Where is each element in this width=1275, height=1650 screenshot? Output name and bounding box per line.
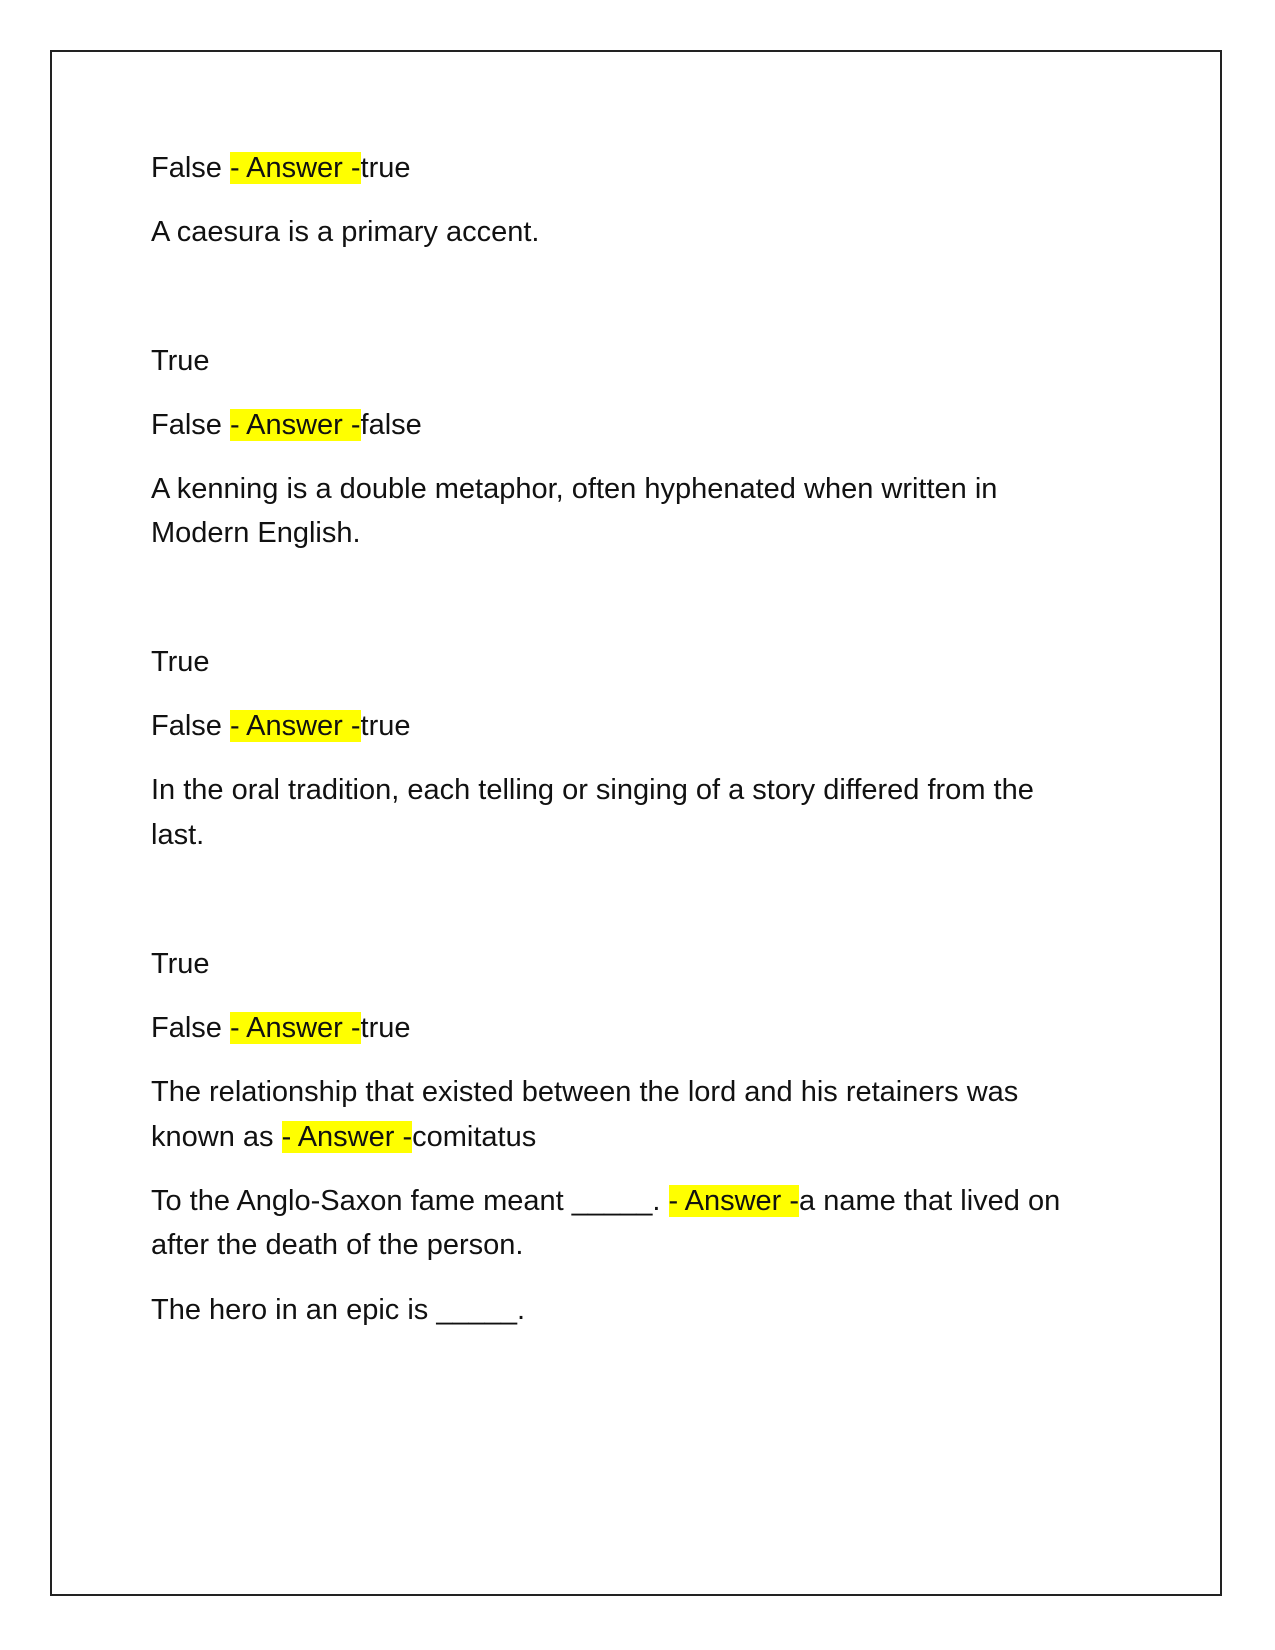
question-prefix: known as bbox=[151, 1121, 282, 1153]
question-text-continued: Modern English. bbox=[151, 517, 361, 549]
question-text: The relationship that existed between the lord and his retainers was bbox=[151, 1076, 1019, 1108]
answer-text-continued: after the death of the person. bbox=[151, 1229, 524, 1261]
question-text-continued: last. bbox=[151, 819, 205, 851]
answer-marker-highlight: - Answer - bbox=[229, 1012, 361, 1044]
page-border bbox=[50, 50, 1222, 1596]
answer-marker-highlight: - Answer - bbox=[668, 1185, 800, 1217]
question-text: In the oral tradition, each telling or singing of a story differed from the bbox=[151, 774, 1034, 806]
answer-line bbox=[151, 703, 411, 749]
answer-marker-highlight: - Answer - bbox=[229, 710, 361, 742]
option-true: True bbox=[151, 646, 210, 678]
option-false-label: False bbox=[151, 152, 230, 184]
answer-value: true bbox=[360, 152, 411, 184]
answer-value: true bbox=[360, 1012, 411, 1044]
question-prefix: To the Anglo-Saxon fame meant _____. bbox=[151, 1185, 669, 1217]
answer-line bbox=[151, 145, 411, 191]
answer-marker-highlight: - Answer - bbox=[281, 1121, 413, 1153]
answer-value: false bbox=[360, 409, 422, 441]
answer-line bbox=[151, 1005, 411, 1051]
answer-value: comitatus bbox=[412, 1121, 537, 1153]
answer-value: a name that lived on bbox=[799, 1185, 1061, 1217]
answer-marker-highlight: - Answer - bbox=[229, 409, 361, 441]
answer-line bbox=[151, 1114, 536, 1160]
option-false-label: False bbox=[151, 409, 230, 441]
answer-marker-highlight: - Answer - bbox=[229, 152, 361, 184]
answer-line bbox=[151, 402, 422, 448]
option-true: True bbox=[151, 345, 210, 377]
answer-value: true bbox=[360, 710, 411, 742]
option-false-label: False bbox=[151, 1012, 230, 1044]
option-true: True bbox=[151, 948, 210, 980]
question-text: A caesura is a primary accent. bbox=[151, 216, 540, 248]
question-text: A kenning is a double metaphor, often hyphenated when written in bbox=[151, 473, 998, 505]
answer-line bbox=[151, 1178, 1060, 1224]
option-false-label: False bbox=[151, 710, 230, 742]
question-text: The hero in an epic is _____. bbox=[151, 1294, 526, 1326]
